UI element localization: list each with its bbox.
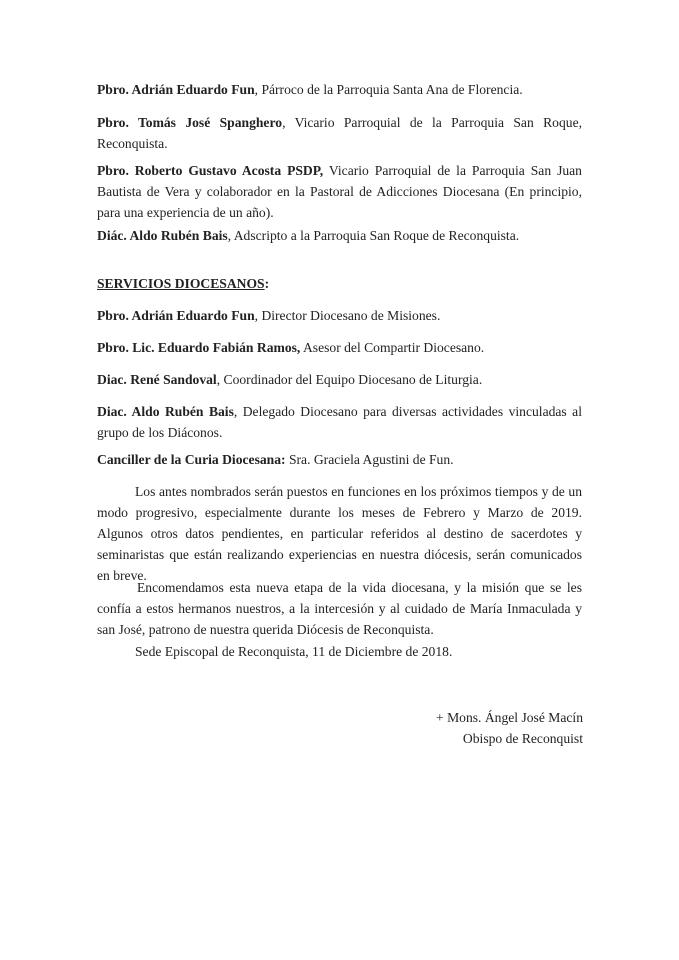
- section-heading: [97, 273, 582, 294]
- appointment-paragraph: [97, 225, 582, 246]
- service-paragraph: [97, 401, 582, 443]
- appointee-name: Pbro. Tomás José Spanghero: [97, 115, 283, 130]
- date-line: Sede Episcopal de Reconquista, 11 de Diciembre de 2018.: [135, 644, 453, 659]
- appointment-paragraph: [97, 79, 582, 100]
- service-person: Canciller de la Curia Diocesana:: [97, 452, 286, 467]
- closing-paragraph: Encomendamos esta nueva etapa de la vida diocesana, y la misión que se les confía a estos hermanos nuestros, a la intercesión y al cuidado de María Inmaculada y san José, patrono de nuestra querida Diócesis de Reconquista.: [97, 580, 582, 637]
- service-paragraph: [97, 449, 582, 470]
- appointee-name: Pbro. Roberto Gustavo Acosta PSDP,: [97, 163, 324, 178]
- signature-title: Obispo de Reconquist: [462, 731, 583, 746]
- appointee-name: Pbro. Adrián Eduardo Fun: [97, 82, 255, 97]
- service-person: Pbro. Lic. Eduardo Fabián Ramos,: [97, 340, 301, 355]
- service-role: , Coordinador del Equipo Diocesano de Liturgia.: [216, 372, 483, 387]
- service-role: , Director Diocesano de Misiones.: [254, 308, 441, 323]
- appointment-description: , Párroco de la Parroquia Santa Ana de Florencia.: [254, 82, 523, 97]
- appointee-name: Diác. Aldo Rubén Bais: [97, 228, 228, 243]
- appointment-paragraph: [97, 112, 582, 154]
- appointment-paragraph: [97, 160, 582, 223]
- heading-colon: :: [264, 276, 270, 291]
- service-paragraph: [97, 305, 582, 326]
- services-heading: SERVICIOS DIOCESANOS: [97, 276, 265, 291]
- signature-name: + Mons. Ángel José Macín: [436, 710, 583, 725]
- appointment-description: , Adscripto a la Parroquia San Roque de Reconquista.: [227, 228, 520, 243]
- service-role: , Delegado Diocesano para diversas actividades vinculadas al grupo de los Diáconos.: [97, 404, 582, 440]
- service-paragraph: [97, 369, 582, 390]
- service-role: Sra. Graciela Agustini de Fun.: [285, 452, 454, 467]
- service-person: Diac. Aldo Rubén Bais: [97, 404, 234, 419]
- service-paragraph: [97, 337, 582, 358]
- appointment-description: , Vicario Parroquial de la Parroquia San Roque, Reconquista.: [97, 115, 583, 151]
- service-person: Diac. René Sandoval: [97, 372, 217, 387]
- service-person: Pbro. Adrián Eduardo Fun: [97, 308, 255, 323]
- appointment-description: Vicario Parroquial de la Parroquia San Juan Bautista de Vera y colaborador en la Pastoral de Adicciones Diocesana (En principio, para una experiencia de un año).: [97, 163, 582, 220]
- closing-paragraph: Los antes nombrados serán puestos en funciones en los próximos tiempos y de un modo progresivo, especialmente durante los meses de Febrero y Marzo de 2019. Algunos otros datos pendientes, en particular referidos al destino de sacerdotes y seminaristas que están realizando experiencias en nuestra diócesis, serán comunicados en breve.: [97, 484, 582, 583]
- service-role: Asesor del Compartir Diocesano.: [300, 340, 485, 355]
- signature-block: [436, 707, 583, 749]
